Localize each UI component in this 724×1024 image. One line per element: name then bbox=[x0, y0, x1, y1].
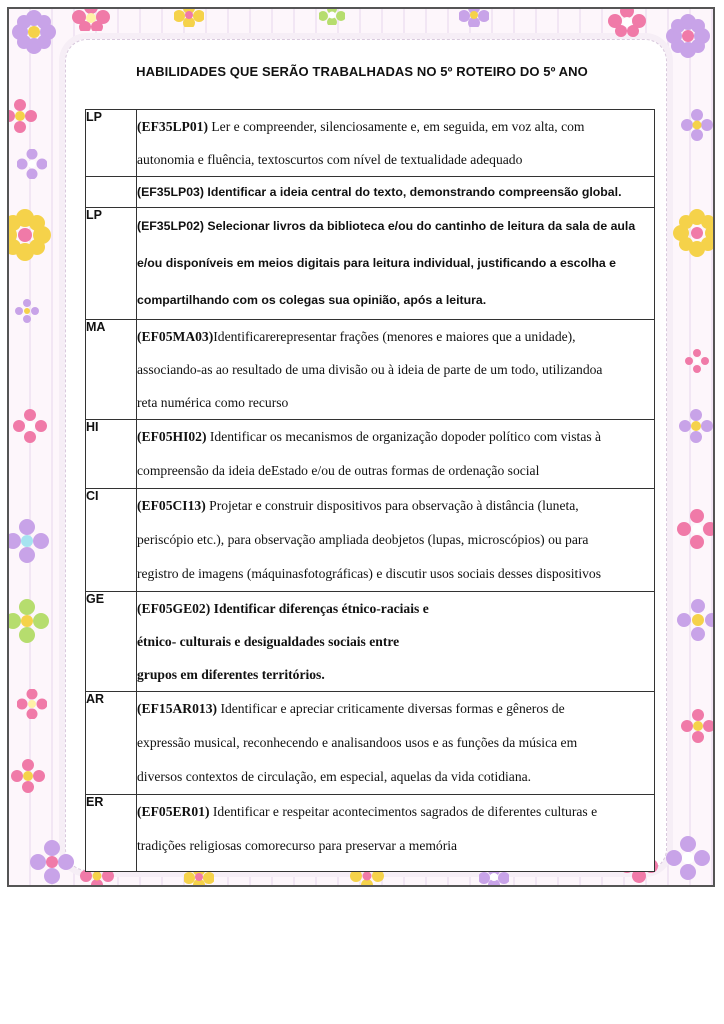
skill-line: grupos em diferentes territórios. bbox=[137, 667, 325, 682]
table-row bbox=[86, 420, 655, 489]
flower-decoration bbox=[15, 299, 39, 323]
skill-code: (EF05CI13) bbox=[137, 498, 206, 513]
subject-cell: ER bbox=[86, 795, 137, 872]
skill-line: associando-as ao resultado de uma divisão ou à ideia de parte de um todo, utilizandoa bbox=[137, 362, 603, 377]
skill-line: (EF05ER01) Identificar e respeitar acontecimentos sagrados de diferentes culturas e bbox=[137, 804, 598, 819]
flower-decoration bbox=[7, 519, 49, 563]
flower-decoration bbox=[607, 7, 647, 37]
flower-decoration bbox=[174, 7, 204, 27]
skill-cell bbox=[137, 110, 655, 177]
flower-decoration bbox=[665, 835, 711, 881]
skill-code: (EF05HI02) bbox=[137, 429, 207, 444]
subject-cell: LP bbox=[86, 208, 137, 320]
skills-table bbox=[85, 109, 655, 872]
table-row bbox=[86, 177, 655, 208]
skill-cell bbox=[137, 177, 655, 208]
skill-cell bbox=[137, 692, 655, 795]
flower-decoration bbox=[685, 349, 709, 373]
flower-decoration bbox=[319, 7, 345, 25]
skill-line: periscópio etc.), para observação ampliada deobjetos (lupas, microscópios) ou para bbox=[137, 532, 589, 547]
flower-decoration bbox=[7, 209, 51, 261]
skill-line: registro de imagens (máquinasfotográficas) e discutir usos sociais desses dispositivos bbox=[137, 566, 601, 581]
skill-line: (EF05HI02) Identificar os mecanismos de organização dopoder político com vistas à bbox=[137, 429, 602, 444]
flower-decoration bbox=[13, 409, 47, 443]
flower-decoration bbox=[17, 149, 47, 179]
subject-cell: MA bbox=[86, 320, 137, 420]
flower-decoration bbox=[677, 509, 715, 549]
table-row bbox=[86, 692, 655, 795]
skill-line: expressão musical, reconhecendo e analisandoos usos e as funções da música em bbox=[137, 735, 578, 750]
flower-decoration bbox=[673, 209, 715, 257]
skill-code: (EF05ER01) bbox=[137, 804, 210, 819]
flower-decoration bbox=[11, 9, 57, 55]
flower-decoration bbox=[17, 689, 47, 719]
flower-decoration bbox=[459, 7, 489, 27]
table-row bbox=[86, 110, 655, 177]
table-row bbox=[86, 208, 655, 320]
skill-line: (EF35LP03) Identificar a ideia central do texto, demonstrando compreensão global. bbox=[137, 185, 622, 199]
flower-decoration bbox=[679, 409, 713, 443]
table-row bbox=[86, 320, 655, 420]
table-row bbox=[86, 795, 655, 872]
skill-line: (EF15AR013) Identificar e apreciar criticamente diversas formas e gêneros de bbox=[137, 701, 565, 716]
skill-line: (EF05CI13) Projetar e construir dispositivos para observação à distância (luneta, bbox=[137, 498, 579, 513]
flower-decoration bbox=[681, 109, 713, 141]
skill-line: autonomia e fluência, textoscurtos com nível de textualidade adequado bbox=[137, 152, 523, 167]
skill-code: (EF35LP03) bbox=[137, 185, 204, 199]
table-row bbox=[86, 592, 655, 692]
skill-line: compreensão da ideia deEstado e/ou de outras formas de ordenação social bbox=[137, 463, 540, 478]
skill-code: (EF15AR013) bbox=[137, 701, 218, 716]
flower-decoration bbox=[7, 99, 37, 133]
subject-cell: CI bbox=[86, 489, 137, 592]
skill-line: tradições religiosas comorecurso para preservar a memória bbox=[137, 838, 458, 853]
skill-line: étnico- culturais e desigualdades sociais entre bbox=[137, 634, 400, 649]
flower-decoration bbox=[665, 13, 711, 59]
skill-line: e/ou disponíveis em meios digitais para leitura individual, justificando a escolha e bbox=[137, 256, 617, 270]
skill-line: compartilhando com os colegas sua opinião, após a leitura. bbox=[137, 293, 487, 307]
flower-decoration bbox=[681, 709, 715, 743]
skill-line: (EF35LP02) Selecionar livros da biblioteca e/ou do cantinho de leitura da sala de aula bbox=[137, 219, 636, 233]
skill-cell bbox=[137, 592, 655, 692]
skill-code: (EF05MA03) bbox=[137, 329, 214, 344]
skill-cell bbox=[137, 320, 655, 420]
flower-decoration bbox=[11, 759, 45, 793]
flower-decoration bbox=[71, 7, 111, 31]
skill-line: reta numérica como recurso bbox=[137, 395, 289, 410]
skill-code: (EF35LP02) bbox=[137, 219, 204, 233]
skill-line: (EF05GE02) Identificar diferenças étnico-raciais e bbox=[137, 601, 429, 616]
subject-cell bbox=[86, 177, 137, 208]
flower-decoration bbox=[7, 599, 49, 643]
subject-cell: LP bbox=[86, 110, 137, 177]
skill-cell bbox=[137, 420, 655, 489]
skill-line: (EF05MA03)Identificarerepresentar frações (menores e maiores que a unidade), bbox=[137, 329, 576, 344]
skill-cell bbox=[137, 489, 655, 592]
skill-line: diversos contextos de circulação, em especial, aquelas da vida cotidiana. bbox=[137, 769, 532, 784]
skill-cell bbox=[137, 795, 655, 872]
subject-cell: GE bbox=[86, 592, 137, 692]
skill-code: (EF35LP01) bbox=[137, 119, 208, 134]
table-row bbox=[86, 489, 655, 592]
subject-cell: AR bbox=[86, 692, 137, 795]
subject-cell: HI bbox=[86, 420, 137, 489]
flower-decoration bbox=[29, 839, 75, 885]
skill-cell bbox=[137, 208, 655, 320]
flower-decoration bbox=[677, 599, 715, 641]
skill-line: (EF35LP01) Ler e compreender, silenciosamente e, em seguida, em voz alta, com bbox=[137, 119, 585, 134]
skill-code: (EF05GE02) bbox=[137, 601, 211, 616]
page-title: HABILIDADES QUE SERÃO TRABALHADAS NO 5º ROTEIRO DO 5º ANO bbox=[136, 64, 588, 79]
